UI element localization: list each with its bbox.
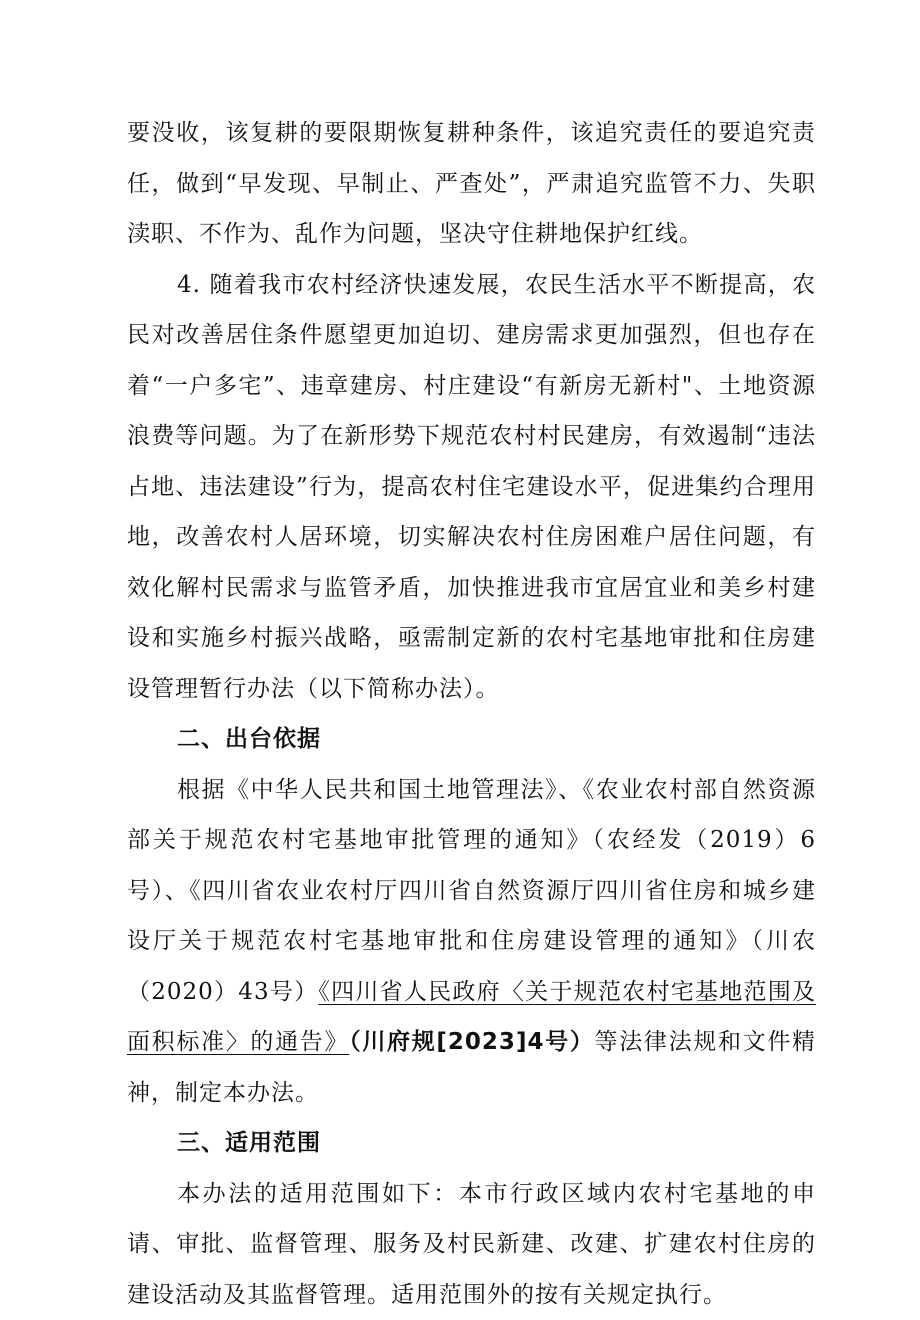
paragraph-continuation: 要没收，该复耕的要限期恢复耕种条件，该追究责任的要追究责任，做到“早发现、早制止、严查处”，严肃追究监管不力、失职渎职、不作为、乱作为问题，坚决守住耕地保护红线。 [127, 108, 816, 260]
paragraph-scope: 本办法的适用范围如下：本市行政区域内农村宅基地的申请、审批、监督管理、服务及村民新建、改建、扩建农村住房的建设活动及其监督管理。适用范围外的按有关规定执行。 [127, 1169, 816, 1320]
paragraph-item-4: 4. 随着我市农村经济快速发展，农民生活水平不断提高，农民对改善居住条件愿望更加迫切、建房需求更加强烈，但也存在着“一户多宅”、违章建房、村庄建设“有新房无新村"、土地资源浪费等问题。为了在新形势下规范农村村民建房，有效遏制“违法占地、违法建设”行为，提高农村住宅建设水平，促进集约合理用地，改善农村人居环境，切实解决农村住房困难户居住问题，有效化解村民需求与监管矛盾，加快推进我市宜居宜业和美乡村建设和实施乡村振兴战略，亟需制定新的农村宅基地审批和住房建设管理暂行办法（以下简称办法）。 [127, 260, 816, 715]
notice-citation-link[interactable]: 《四川省人民政府〈关于规范农村宅基地范围及面积标准〉的通告》 [127, 979, 816, 1056]
paragraph-basis [127, 765, 816, 1119]
section-heading-scope: 三、适用范围 [127, 1118, 816, 1169]
section-heading-basis: 二、出台依据 [127, 714, 816, 765]
basis-text-part2: 等法律法规和文件精神，制定本办法。 [127, 1029, 816, 1106]
basis-text-part1: 根据《中华人民共和国土地管理法》、《农业农村部自然资源部关于规范农村宅基地审批管理的通知》（农经发（2019）6号）、《四川省农业农村厅四川省自然资源厅四川省住房和城乡建设厅关于规范农村宅基地审批和住房建设管理的通知》（川农（2020）43号） [127, 777, 816, 1005]
notice-reference-number: （川府规[2023]4号） [349, 1029, 594, 1055]
